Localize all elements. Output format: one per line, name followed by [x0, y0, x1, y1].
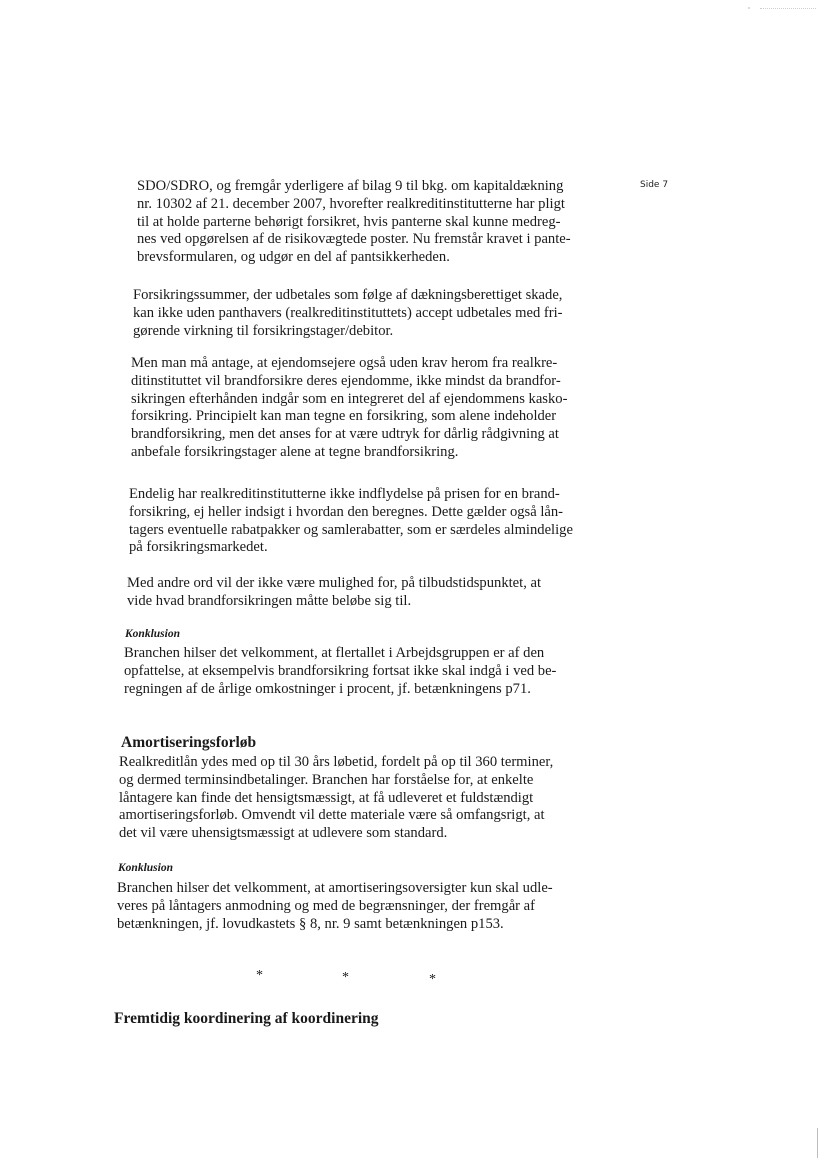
paragraph-3: Men man må antage, at ejendomsejere også uden krav herom fra realkre- ditinstituttet vil brandforsikre deres ejendomme, ikke mindst da brandfor- sikringen efterhånden indgår som en integreret del af ejendommens kasko- forsikring. Principielt kan man tegne en forsikring, som alene indeholder brandforsikring, men det anses for at være udtryk for dårlig rådgivning at anbefale forsikringstager alene at tegne brandforsikring. — [131, 355, 568, 460]
amortization-text: Realkreditlån ydes med op til 30 års løbetid, fordelt på op til 360 terminer, og dermed terminsindbetalinger. Branchen har forståelse for, at enkelte låntagere kan finde det hensigtsmæssigt, at få udleveret et fuldstændigt amortiseringsforløb. Omvendt vil dette materiale være så omfangsrigt, at det vil være uhensigtsmæssigt at udlevere som standard. — [119, 754, 554, 842]
paragraph-5: Med andre ord vil der ikke være mulighed for, på tilbudstidspunktet, at vide hvad brandforsikringen måtte beløbe sig til. — [127, 575, 542, 609]
conclusion-text: Branchen hilser det velkomment, at flertallet i Arbejdsgruppen er af den opfattelse, at eksempelvis brandforsikring fortsat ikke skal indgå i ved be- regningen af de årlige omkostninger i procent, jf. betænkningens p71. — [124, 645, 557, 697]
conclusion-text: Branchen hilser det velkomment, at amortiseringsoversigter kun skal udle- veres på låntagers anmodning og med de begrænsninger, der fremgår af betænkningen, jf. lovudkastets § 8, nr. 9 samt betænkningen p153. — [117, 880, 553, 932]
section-heading-coordination: Fremtidig koordinering af koordinering — [114, 1010, 379, 1027]
scan-artifact — [817, 1128, 818, 1158]
page-number-label: Side 7 — [640, 180, 669, 190]
separator-asterisk: * — [342, 970, 349, 985]
separator-asterisk: * — [429, 972, 436, 987]
scan-artifact — [760, 8, 816, 9]
separator-asterisk: * — [256, 968, 263, 983]
conclusion-heading: Konklusion — [125, 628, 180, 640]
paragraph-4: Endelig har realkreditinstitutterne ikke indflydelse på prisen for en brand- forsikring, ej heller indsigt i hvordan den beregnes. Dette gælder også lån- tagers eventuelle rabatpakker og samlerabatter, som er særdeles almindelige på forsikringsmarkedet. — [129, 486, 573, 556]
paragraph-1: SDO/SDRO, og fremgår yderligere af bilag 9 til bkg. om kapitaldækning nr. 10302 af 21. december 2007, hvorefter realkreditinstitutterne har pligt til at holde parterne behørigt forsikret, hvis panterne skal kunne medreg- nes ved opgørelsen af de risikovægtede poster. Nu fremstår kravet i pante- brevsformularen, og udgør en del af pantsikkerheden. — [137, 178, 571, 266]
conclusion-heading: Konklusion — [118, 862, 173, 874]
scan-artifact — [748, 7, 750, 9]
section-heading-amortization: Amortiseringsforløb — [121, 734, 257, 751]
paragraph-2: Forsikringssummer, der udbetales som følge af dækningsberettiget skade, kan ikke uden panthavers (realkreditinstituttets) accept udbetales med fri- gørende virkning til forsikringstager/debitor. — [133, 287, 563, 339]
